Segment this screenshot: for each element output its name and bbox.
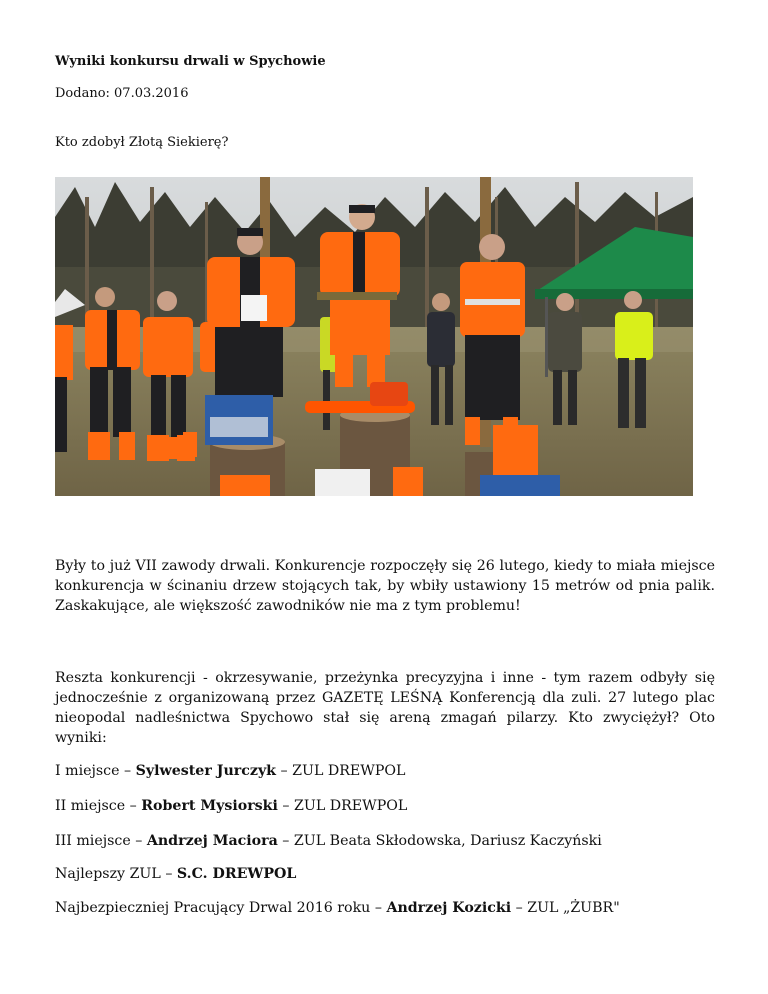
result-name: Robert Mysiorski	[141, 798, 278, 814]
article-title: Wyniki konkursu drwali w Spychowie	[55, 54, 326, 69]
result-prefix: III miejsce –	[55, 833, 147, 849]
result-suffix: – ZUL DREWPOL	[277, 798, 408, 814]
competition-photo-illustration	[55, 177, 693, 496]
result-name: Sylwester Jurczyk	[135, 763, 277, 779]
result-prefix: Najlepszy ZUL –	[55, 866, 177, 882]
result-name: Andrzej Maciora	[146, 833, 278, 849]
result-line	[55, 763, 405, 779]
result-suffix: – ZUL Beata Skłodowska, Dariusz Kaczyński	[277, 833, 602, 849]
result-prefix: I miejsce –	[55, 763, 136, 779]
article-lead: Kto zdobył Złotą Siekierę?	[55, 135, 229, 150]
result-name: Andrzej Kozicki	[386, 900, 512, 916]
result-name: S.C. DREWPOL	[176, 866, 297, 882]
result-line	[55, 866, 296, 882]
result-suffix: – ZUL DREWPOL	[276, 763, 406, 779]
result-suffix: – ZUL „ŻUBR"	[511, 900, 620, 916]
result-line	[55, 833, 602, 849]
paragraph-2: Reszta konkurencji - okrzesywanie, przeżynka precyzyjna i inne - tym razem odbyły się jednocześnie z organizowaną przez GAZETĘ LEŚNĄ Konferencją dla zuli. 27 lutego plac nieopodal nadleśnictwa Spychowo stał się areną zmagań pilarzy. Kto zwyciężył? Oto wyniki:	[55, 670, 715, 746]
result-prefix: Najbezpieczniej Pracujący Drwal 2016 roku –	[55, 900, 387, 916]
result-line	[55, 900, 620, 916]
competitor-right	[460, 234, 525, 445]
publish-date: Dodano: 07.03.2016	[55, 86, 189, 101]
result-line	[55, 798, 407, 814]
article-photo	[55, 177, 693, 496]
result-prefix: II miejsce –	[55, 798, 142, 814]
paragraph-1: Były to już VII zawody drwali. Konkurencje rozpoczęły się 26 lutego, kiedy to miała miejsce konkurencja w ścinaniu drzew stojących tak, by wbiły ustawiony 15 metrów od pnia palik. Zaskakujące, ale większość zawodników nie ma z tym problemu!	[55, 558, 715, 614]
